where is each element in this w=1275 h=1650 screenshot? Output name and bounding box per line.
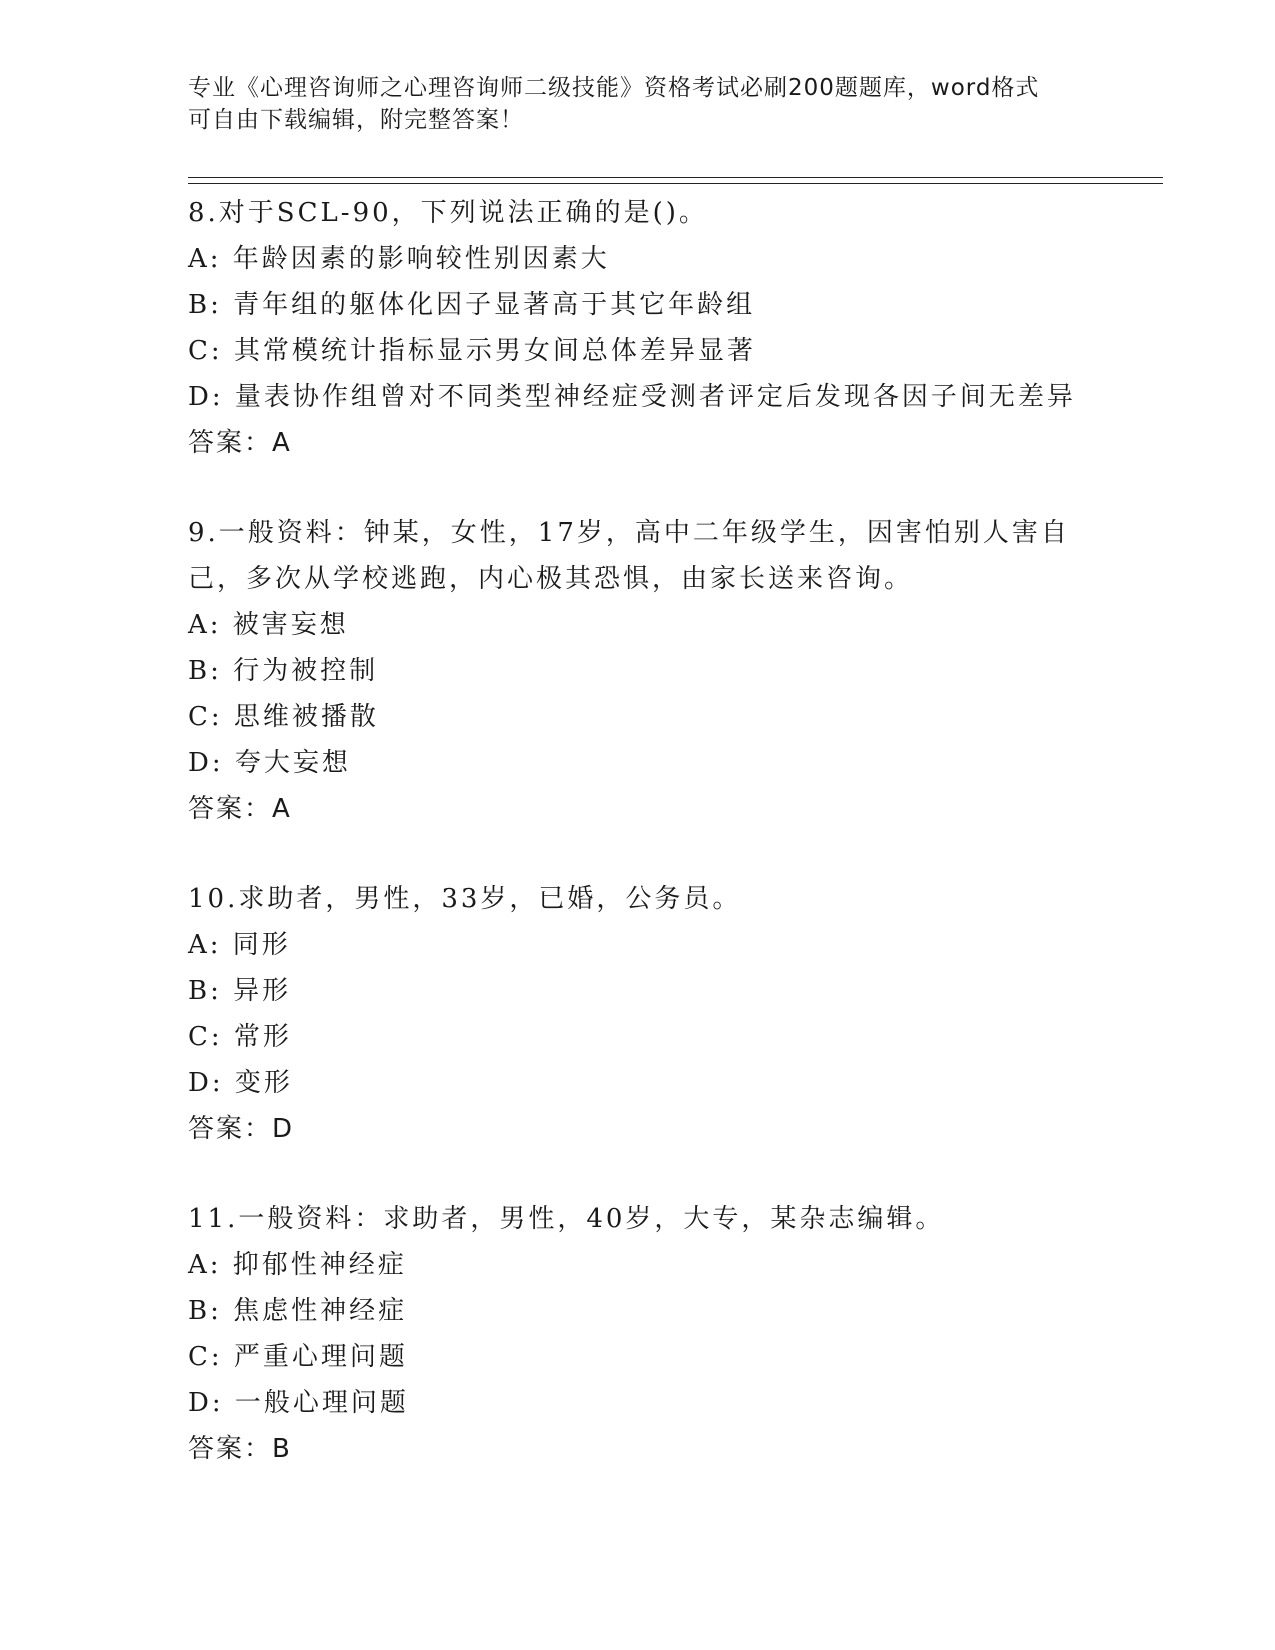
option-b: B: 异形: [188, 976, 292, 1006]
option-a: A: 抑郁性神经症: [188, 1250, 407, 1280]
option-a: A: 同形: [188, 930, 291, 960]
option-d: D: 变形: [188, 1068, 293, 1098]
header-line-2: 可自由下载编辑，附完整答案！: [188, 107, 524, 133]
option-c: C: 严重心理问题: [188, 1342, 408, 1372]
question-10: [188, 876, 1088, 1152]
answer-label: 答案：B: [188, 1434, 292, 1464]
question-stem: 8.对于SCL-90，下列说法正确的是()。: [188, 198, 708, 228]
header-rule-bottom: [188, 183, 1163, 184]
question-stem: 10.求助者，男性，33岁，已婚，公务员。: [188, 884, 742, 914]
answer-label: 答案：A: [188, 428, 292, 458]
option-c: C: 常形: [188, 1022, 292, 1052]
option-c: C: 思维被播散: [188, 702, 379, 732]
option-a: A: 被害妄想: [188, 610, 349, 640]
answer-label: 答案：A: [188, 794, 292, 824]
question-list: [188, 190, 1088, 1516]
option-b: B: 焦虑性神经症: [188, 1296, 408, 1326]
question-stem: 9.一般资料：钟某，女性，17岁，高中二年级学生，因害怕别人害自己，多次从学校逃跑，内心极其恐惧，由家长送来咨询。: [188, 518, 1070, 594]
question-stem: 11.一般资料：求助者，男性，40岁，大专，某杂志编辑。: [188, 1204, 945, 1234]
header-line-1: 专业《心理咨询师之心理咨询师二级技能》资格考试必刷200题题库，word格式: [188, 75, 1040, 101]
option-d: D: 一般心理问题: [188, 1388, 409, 1418]
question-9: [188, 510, 1088, 832]
answer-label: 答案：D: [188, 1114, 295, 1144]
header-rule-top: [188, 177, 1163, 178]
option-c: C: 其常模统计指标显示男女间总体差异显著: [188, 336, 756, 366]
question-8: [188, 190, 1088, 466]
question-11: [188, 1196, 1088, 1472]
document-header: [188, 72, 1088, 136]
option-d: D: 夸大妄想: [188, 748, 351, 778]
option-b: B: 青年组的躯体化因子显著高于其它年龄组: [188, 290, 756, 320]
option-a: A: 年龄因素的影响较性别因素大: [188, 244, 610, 274]
option-b: B: 行为被控制: [188, 656, 379, 686]
option-d: D: 量表协作组曾对不同类型神经症受测者评定后发现各因子间无差异: [188, 382, 1076, 412]
